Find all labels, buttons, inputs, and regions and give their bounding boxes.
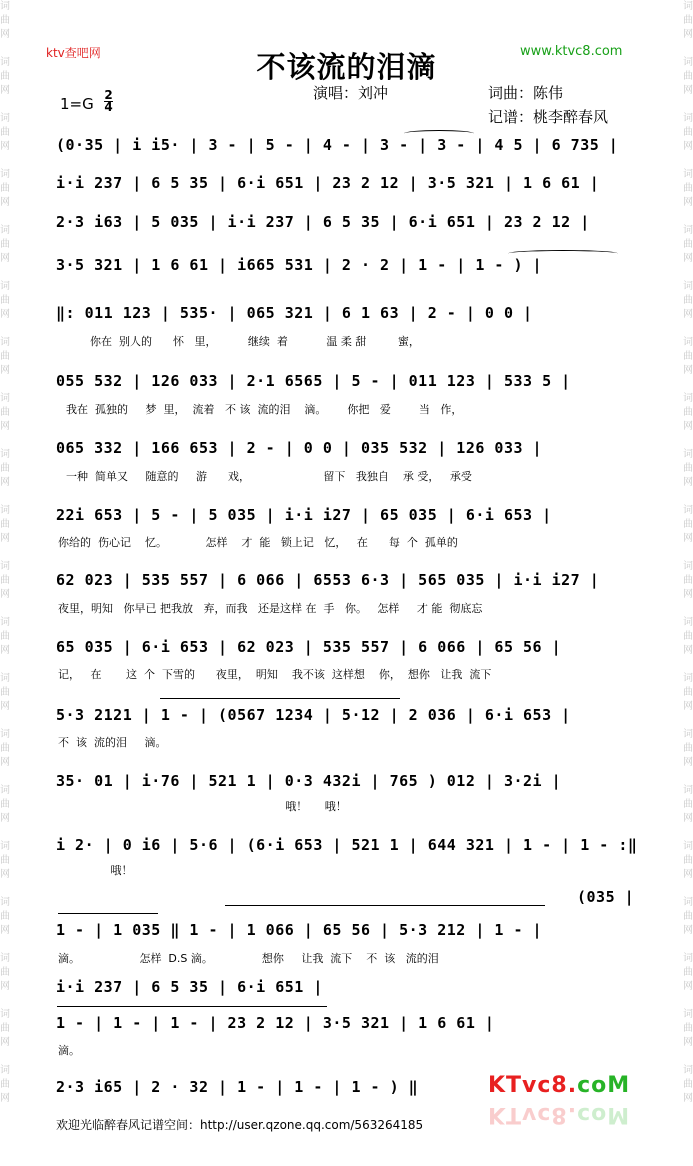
ktvc8-logo: KTvc8.coM (488, 1073, 631, 1098)
lyric-line: 哦！ (58, 864, 133, 877)
score-line: (035 | (577, 888, 635, 906)
score-line: 62 023 | 535 557 | 6 066 | 6553 6·3 | 565 035 | i·i i27 | (56, 571, 600, 589)
lyric-line: 我在 孤独的 梦 里， 流着 不 该 流的泪 滴。 你把 爱 当 作， (66, 403, 463, 416)
score-line: 065 332 | 166 653 | 2 - | 0 0 | 035 532 | 126 033 | (56, 439, 543, 457)
score-line: ‖: 011 123 | 535· | 065 321 | 6 1 63 | 2 - | 0 0 | (56, 304, 533, 322)
score-line: (0·35 | i i5· | 3 - | 5 - | 4 - | 3 - | 3 - | 4 5 | 6 735 | (56, 136, 619, 154)
lyric-line: 滴。 怎样 D.S 滴。 想你 让我 流下 不 该 流的泪 (58, 952, 439, 965)
lyric-line: 你给的 伤心记 忆。 怎样 才 能 锁上记 忆， 在 每 个 孤单的 (58, 536, 458, 549)
footer-credit: 欢迎光临醉春风记谱空间：http://user.qzone.qq.com/563264185 (56, 1118, 424, 1132)
score-line: 2·3 i63 | 5 035 | i·i 237 | 6 5 35 | 6·i 651 | 23 2 12 | (56, 213, 590, 231)
volta-bracket (225, 905, 545, 912)
key-signature: 1=G (60, 95, 94, 113)
score-line: 2·3 i65 | 2 · 32 | 1 - | 1 - | 1 - ) ‖ (56, 1078, 419, 1096)
composer-credit: 词曲：陈伟 (488, 84, 564, 102)
lyric-line: 一种 简单又 随意的 游 戏， 留下 我独自 承 受， 承受 (66, 470, 472, 483)
time-signature-top: 2 (104, 88, 113, 102)
score-line: 1 - | 1 - | 1 - | 23 2 12 | 3·5 321 | 1 6 61 | (56, 1014, 495, 1032)
song-title: 不该流的泪滴 (256, 50, 437, 84)
ktvc8-logo-reflection: KTvc8.coM (488, 1102, 631, 1127)
transcriber-credit: 记谱：桃李醉春风 (488, 108, 609, 126)
slur-arc (404, 130, 474, 137)
time-signature (104, 90, 113, 113)
score-line: 3·5 321 | 1 6 61 | i665 531 | 2 · 2 | 1 - | 1 - ) | (56, 256, 543, 274)
singer-credit: 演唱：刘冲 (313, 84, 389, 102)
lyric-line: 哦！ 哦！ (58, 800, 347, 813)
volta-bracket (57, 1006, 327, 1013)
score-line: 5·3 2121 | 1 - | (0567 1234 | 5·12 | 2 036 | 6·i 653 | (56, 706, 571, 724)
score-line: 65 035 | 6·i 653 | 62 023 | 535 557 | 6 066 | 65 56 | (56, 638, 562, 656)
volta-bracket (58, 913, 158, 920)
score-line: 055 532 | 126 033 | 2·1 6565 | 5 - | 011 123 | 533 5 | (56, 372, 571, 390)
site-label-left[interactable]: ktv查吧网 (46, 46, 101, 60)
score-line: 35· 01 | i·76 | 521 1 | 0·3 432i | 765 ) 012 | 3·2i | (56, 772, 562, 790)
lyric-line: 不 该 流的泪 滴。 (58, 736, 167, 749)
site-url-right[interactable]: www.ktvc8.com (520, 44, 623, 59)
lyric-line: 你在 别人的 怀 里， 继续 着 温 柔 甜 蜜， (90, 335, 420, 348)
score-line: i·i 237 | 6 5 35 | 6·i 651 | 23 2 12 | 3·5 321 | 1 6 61 | (56, 174, 600, 192)
score-line: 1 - | 1 035 ‖ 1 - | 1 066 | 65 56 | 5·3 212 | 1 - | (56, 921, 543, 939)
time-signature-bottom: 4 (104, 100, 113, 114)
score-line: i·i 237 | 6 5 35 | 6·i 651 | (56, 978, 323, 996)
score-line: i 2· | 0 i6 | 5·6 | (6·i 653 | 521 1 | 644 321 | 1 - | 1 - :‖ (56, 836, 638, 854)
volta-bracket (160, 698, 400, 705)
slur-arc (508, 250, 618, 257)
side-watermark-right: 词 曲 网 词 曲 网 词 曲 网 词 曲 网 词 曲 网 词 曲 网 词 曲 网 词 曲 网 词 曲 网 词 曲 网 词 曲 网 词 曲 网 词 曲 网 词 曲 网 词 曲 网 词 曲 网 词 曲 网 词 曲 网 词 曲 网 词 曲 网 (683, 1, 693, 1104)
lyric-line: 记， 在 这 个 下雪的 夜里， 明知 我不该 这样想 你， 想你 让我 流下 (58, 668, 492, 681)
lyric-line: 滴。 (58, 1044, 80, 1057)
side-watermark-left: 词 曲 网 词 曲 网 词 曲 网 词 曲 网 词 曲 网 词 曲 网 词 曲 网 词 曲 网 词 曲 网 词 曲 网 词 曲 网 词 曲 网 词 曲 网 词 曲 网 词 曲 网 词 曲 网 词 曲 网 词 曲 网 词 曲 网 词 曲 网 (0, 1, 10, 1104)
lyric-line: 夜里，明知 你早已 把我放 弃，而我 还是这样 在 手 你。 怎样 才 能 彻底忘 (58, 602, 483, 615)
score-line: 22i 653 | 5 - | 5 035 | i·i i27 | 65 035 | 6·i 653 | (56, 506, 552, 524)
